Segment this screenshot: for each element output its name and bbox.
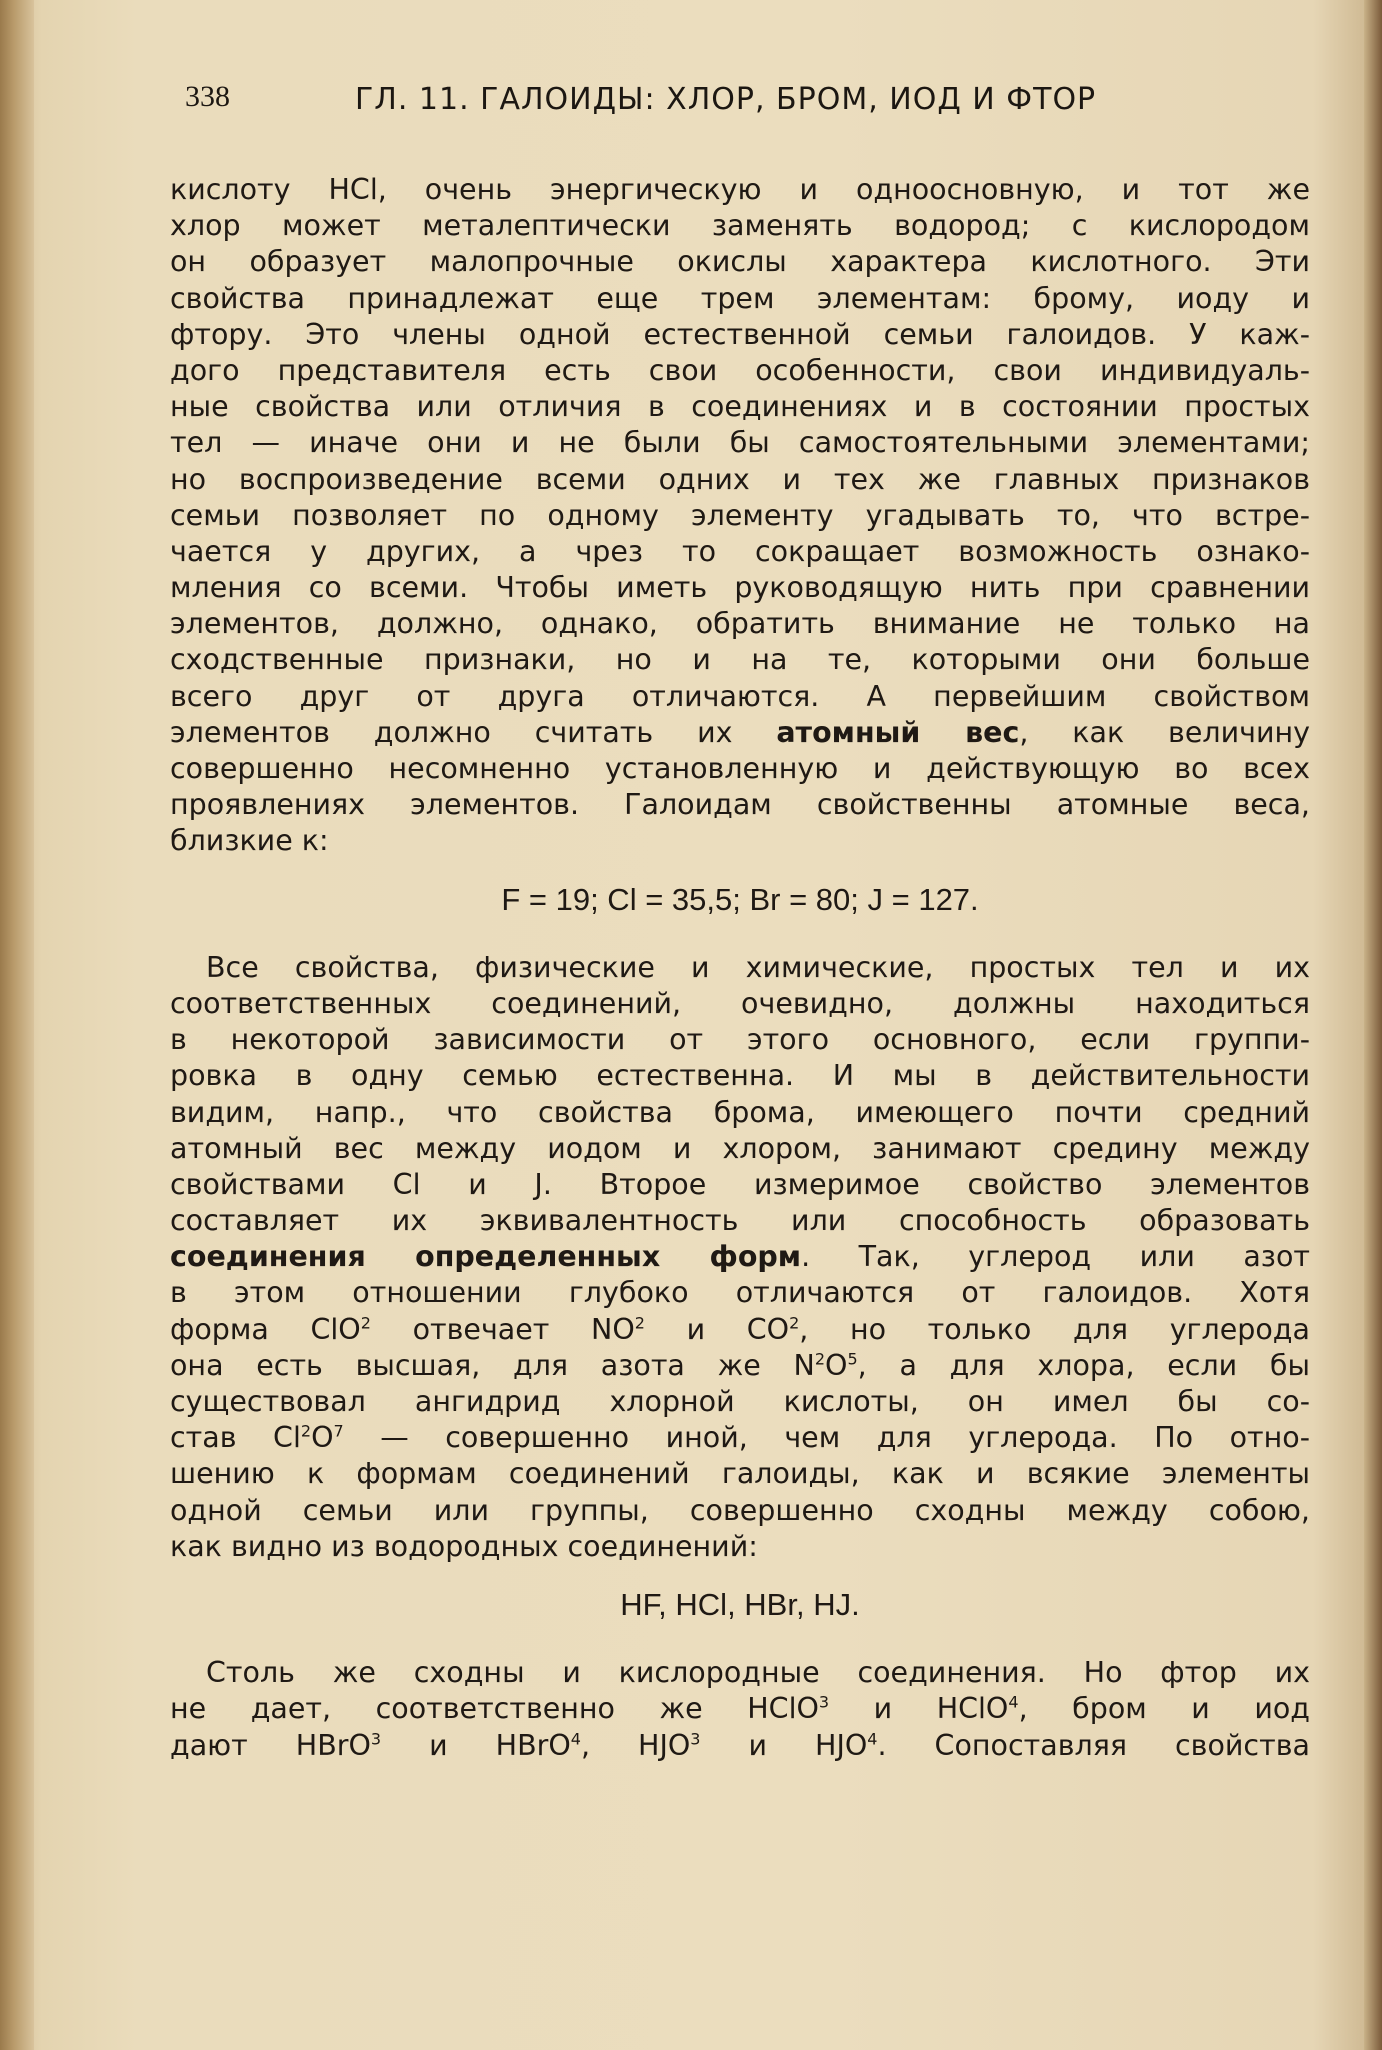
body-text <box>170 172 1310 1764</box>
page-number: 338 <box>185 80 230 113</box>
text-line: элементов, должно, однако, обратить внимание не только на <box>170 607 1310 641</box>
text-line: шению к формам соединений галоиды, как и всякие элементы <box>170 1457 1310 1491</box>
paragraph-2-end <box>170 1456 1310 1565</box>
running-title: ГЛ. 11. ГАЛОИДЫ: ХЛОР, БРОМ, ИОД И ФТОР <box>355 82 1097 117</box>
text-line: Столь же сходны и кислородные соединения. Но фтор их <box>206 1656 1310 1690</box>
paragraph-1-end <box>170 751 1310 860</box>
text-line: в некоторой зависимости от этого основного, если группи- <box>170 1023 1310 1057</box>
text-line: но воспроизведение всеми одних и тех же главных признаков <box>170 462 1310 496</box>
text-line: всего друг от друга отличаются. А первейшим свойством <box>170 679 1310 713</box>
text-line-clo2: форма ClO$^2$ отвечает $NO^2$ и $CO^2$, но только для углерода <box>170 1312 1310 1346</box>
paragraph-1 <box>170 172 1310 715</box>
text-line: семьи позволяет по одному элементу угадывать то, что встре- <box>170 498 1310 532</box>
page-edge-right <box>1364 0 1382 2050</box>
text-line: Все свойства, физические и химические, простых тел и их <box>206 950 1310 984</box>
text-line: дого представителя есть свои особенности, свои индивидуаль- <box>170 353 1310 387</box>
text-line: тел — иначе они и не были бы самостоятельными элементами; <box>170 426 1310 460</box>
text-line: хлор может металептически заменять водород; с кислородом <box>170 209 1310 243</box>
text-line: одной семьи или группы, совершенно сходны между собою, <box>170 1493 1310 1527</box>
bold-term-compound-forms: соединения определенных форм <box>170 1240 802 1274</box>
text-line: свойства принадлежат еще трем элементам: брому, иоду и <box>170 281 1310 315</box>
text-line: близкие к: <box>170 824 329 858</box>
text-line: фтору. Это члены одной естественной семьи галоидов. У каж- <box>170 317 1310 351</box>
page-header <box>185 80 1185 140</box>
text-line: видим, напр., что свойства брома, имеющего почти средний <box>170 1095 1310 1129</box>
text-line-forms: соединения определенных форм. Так, углерод или азот <box>170 1240 1310 1274</box>
text-line: ровка в одну семью естественна. И мы в действительности <box>170 1059 1310 1093</box>
text-line: кислоту HCl, очень энергическую и одноосновную, и тот же <box>170 173 1310 206</box>
text-line: проявлениях элементов. Галоидам свойственны атомные веса, <box>170 788 1310 822</box>
text-line: чается у других, а чрез то сокращает возможность ознако- <box>170 534 1310 568</box>
text-line: ные свойства или отличия в соединениях и в состоянии простых <box>170 390 1310 424</box>
page-edge-left <box>0 0 34 2050</box>
text-line-n2o5: она есть высшая, для азота же $N^2O^5$, а для хлора, если бы <box>170 1348 1310 1382</box>
paragraph-2 <box>170 950 1310 1240</box>
text-line: атомный вес между иодом и хлором, занимают средину между <box>170 1131 1310 1165</box>
text-line: существовал ангидрид хлорной кислоты, он имел бы со- <box>170 1385 1310 1418</box>
text-line-atomic-weight: элементов должно считать их атомный вес, как величину <box>170 715 1310 749</box>
bold-term-atomic-weight: атомный вес <box>776 715 1020 749</box>
text-line: соответственных соединений, очевидно, должны находиться <box>170 986 1310 1020</box>
text-line-cl2o7: став $Cl^2O^7$ — совершенно иной, чем для углерода. По отно- <box>170 1421 1310 1455</box>
text-line: мления со всеми. Чтобы иметь руководящую нить при сравнении <box>170 571 1310 605</box>
text-line-hbro: дают HBrO$^3$ и HBrO$^4$, HJO$^3$ и HJO$^4$. Сопоставляя свойства <box>170 1728 1310 1762</box>
formula-hydrogen-compounds: HF, HCl, HBr, HJ. <box>620 1586 860 1622</box>
text-line: совершенно несомненно установленную и действующую во всех <box>170 752 1310 785</box>
text-line: он образует малопрочные окислы характера кислотного. Эти <box>170 245 1310 279</box>
text-line: свойствами Cl и J. Второе измеримое свойство элементов <box>170 1167 1310 1201</box>
text-line: как видно из водородных соединений: <box>170 1529 758 1563</box>
text-line-hclo: не дает, соответственно же HClO$^3$ и HClO$^4$, бром и иод <box>170 1692 1310 1726</box>
text-line: сходственные признаки, но и на те, которыми они больше <box>170 643 1310 677</box>
text-line: составляет их эквивалентность или способность образовать <box>170 1204 1310 1238</box>
text-line: в этом отношении глубоко отличаются от галоидов. Хотя <box>170 1276 1310 1310</box>
formula-atomic-weights: F = 19; Cl = 35,5; Br = 80; J = 127. <box>501 881 979 917</box>
